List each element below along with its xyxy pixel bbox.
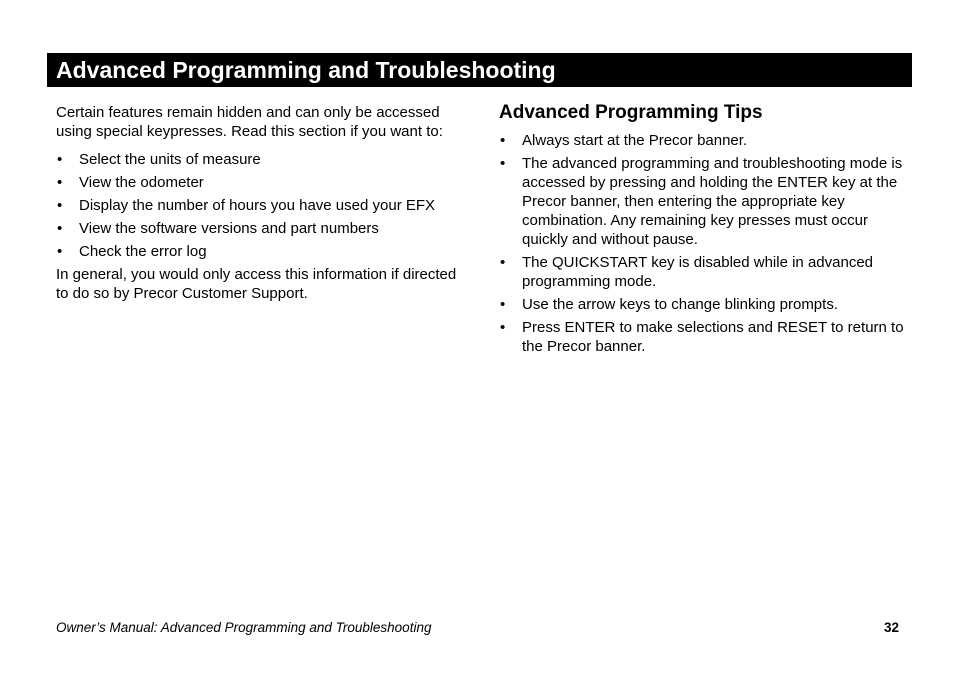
section-title-bar: [47, 53, 912, 87]
list-item: [56, 150, 464, 169]
feature-list: [56, 150, 464, 261]
bullet-icon: •: [57, 151, 63, 168]
footer-running-title: Owner’s Manual: Advanced Programming and Troubleshooting: [56, 620, 432, 635]
list-item-text: Always start at the Precor banner.: [522, 132, 748, 149]
list-item: [499, 253, 904, 291]
section-heading: Advanced Programming Tips: [499, 102, 763, 123]
bullet-icon: •: [57, 174, 63, 191]
right-column: [499, 101, 904, 360]
list-item: [56, 173, 464, 192]
list-item-text: View the odometer: [79, 174, 204, 191]
list-item-text: The QUICKSTART key is disabled while in advanced programming mode.: [522, 254, 873, 290]
bullet-icon: •: [500, 155, 506, 172]
list-item: [56, 196, 464, 215]
list-item: [56, 242, 464, 261]
list-item: [499, 295, 904, 314]
bullet-icon: •: [500, 319, 506, 336]
list-item: [499, 131, 904, 150]
bullet-icon: •: [500, 254, 506, 271]
bullet-icon: •: [500, 296, 506, 313]
bullet-icon: •: [57, 220, 63, 237]
bullet-icon: •: [500, 132, 506, 149]
tips-list: [499, 131, 904, 356]
closing-paragraph: In general, you would only access this information if directed to do so by Precor Customer Support.: [56, 266, 457, 302]
list-item-text: Use the arrow keys to change blinking prompts.: [522, 296, 838, 313]
list-item-text: Check the error log: [79, 243, 207, 260]
list-item: [56, 219, 464, 238]
list-item: [499, 154, 904, 249]
list-item-text: View the software versions and part numbers: [79, 220, 379, 237]
intro-paragraph: Certain features remain hidden and can only be accessed using special keypresses. Read this section if you want to:: [56, 104, 443, 140]
list-item-text: Press ENTER to make selections and RESET to return to the Precor banner.: [522, 319, 904, 355]
list-item-text: Select the units of measure: [79, 151, 261, 168]
list-item-text: Display the number of hours you have used your EFX: [79, 197, 436, 214]
list-item: [499, 318, 904, 356]
left-column: [56, 103, 464, 303]
list-item-text: The advanced programming and troubleshooting mode is accessed by pressing and holding the ENTER key at the Precor banner, then entering the appropriate key combination. Any remaining key presses must occur quickly and without pause.: [522, 155, 903, 248]
page-title: Advanced Programming and Troubleshooting: [56, 57, 556, 83]
bullet-icon: •: [57, 197, 63, 214]
bullet-icon: •: [57, 243, 63, 260]
page-number: 32: [883, 620, 899, 635]
